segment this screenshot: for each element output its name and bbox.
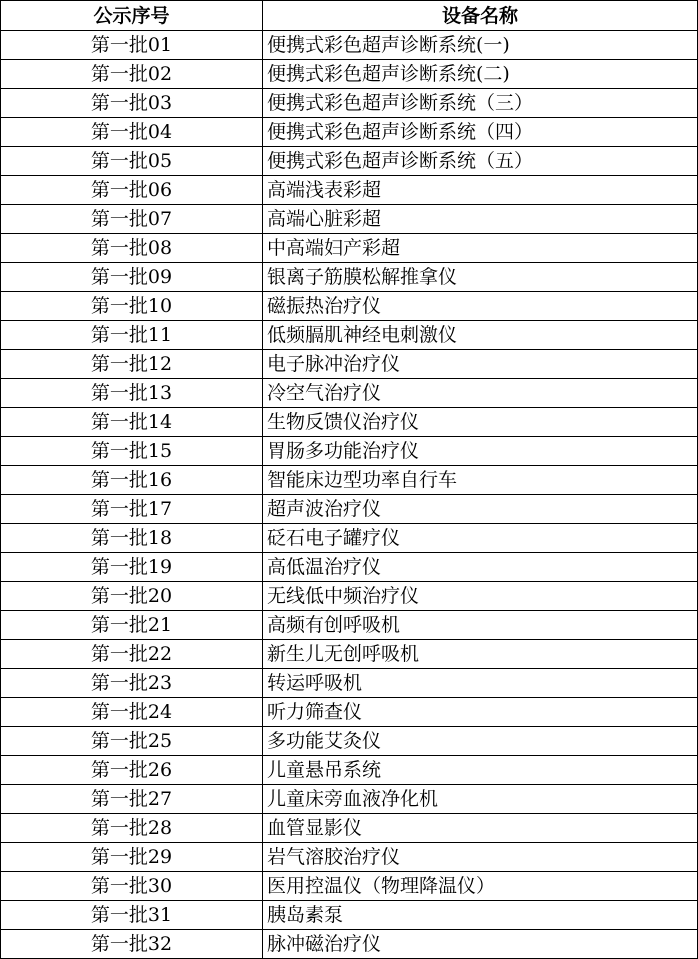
table-row <box>1 756 698 785</box>
name-cell: 胃肠多功能治疗仪 <box>263 437 698 466</box>
table-row <box>1 669 698 698</box>
table-row <box>1 698 698 727</box>
table-row <box>1 843 698 872</box>
table-row <box>1 350 698 379</box>
seq-cell: 第一批10 <box>1 292 263 321</box>
name-cell: 砭石电子罐疗仪 <box>263 524 698 553</box>
seq-cell: 第一批12 <box>1 350 263 379</box>
name-cell: 岩气溶胶治疗仪 <box>263 843 698 872</box>
seq-cell: 第一批13 <box>1 379 263 408</box>
table-row <box>1 611 698 640</box>
name-cell: 多功能艾灸仪 <box>263 727 698 756</box>
header-seq: 公示序号 <box>1 1 263 31</box>
seq-cell: 第一批04 <box>1 118 263 147</box>
name-cell: 冷空气治疗仪 <box>263 379 698 408</box>
table-row <box>1 118 698 147</box>
seq-cell: 第一批21 <box>1 611 263 640</box>
name-cell: 电子脉冲治疗仪 <box>263 350 698 379</box>
seq-cell: 第一批22 <box>1 640 263 669</box>
seq-cell: 第一批11 <box>1 321 263 350</box>
header-name: 设备名称 <box>263 1 698 31</box>
table-row <box>1 727 698 756</box>
name-cell: 胰岛素泵 <box>263 901 698 930</box>
seq-cell: 第一批28 <box>1 814 263 843</box>
name-cell: 儿童床旁血液净化机 <box>263 785 698 814</box>
seq-cell: 第一批14 <box>1 408 263 437</box>
table-row <box>1 901 698 930</box>
name-cell: 高频有创呼吸机 <box>263 611 698 640</box>
name-cell: 无线低中频治疗仪 <box>263 582 698 611</box>
name-cell: 转运呼吸机 <box>263 669 698 698</box>
name-cell: 便携式彩色超声诊断系统（五） <box>263 147 698 176</box>
table-row <box>1 205 698 234</box>
table-row <box>1 176 698 205</box>
seq-cell: 第一批24 <box>1 698 263 727</box>
seq-cell: 第一批16 <box>1 466 263 495</box>
seq-cell: 第一批01 <box>1 31 263 60</box>
seq-cell: 第一批09 <box>1 263 263 292</box>
name-cell: 生物反馈仪治疗仪 <box>263 408 698 437</box>
table-row <box>1 60 698 89</box>
name-cell: 高端心脏彩超 <box>263 205 698 234</box>
name-cell: 磁振热治疗仪 <box>263 292 698 321</box>
seq-cell: 第一批05 <box>1 147 263 176</box>
table-row <box>1 872 698 901</box>
table-row <box>1 408 698 437</box>
seq-cell: 第一批08 <box>1 234 263 263</box>
table-row <box>1 292 698 321</box>
table-row <box>1 147 698 176</box>
name-cell: 便携式彩色超声诊断系统（四） <box>263 118 698 147</box>
seq-cell: 第一批17 <box>1 495 263 524</box>
name-cell: 便携式彩色超声诊断系统(二) <box>263 60 698 89</box>
seq-cell: 第一批31 <box>1 901 263 930</box>
table-row <box>1 437 698 466</box>
seq-cell: 第一批27 <box>1 785 263 814</box>
name-cell: 儿童悬吊系统 <box>263 756 698 785</box>
seq-cell: 第一批07 <box>1 205 263 234</box>
header-row <box>1 1 698 31</box>
name-cell: 血管显影仪 <box>263 814 698 843</box>
table-row <box>1 379 698 408</box>
seq-cell: 第一批03 <box>1 89 263 118</box>
table-row <box>1 814 698 843</box>
table-row <box>1 234 698 263</box>
table-row <box>1 640 698 669</box>
name-cell: 高低温治疗仪 <box>263 553 698 582</box>
name-cell: 高端浅表彩超 <box>263 176 698 205</box>
table-row <box>1 263 698 292</box>
seq-cell: 第一批29 <box>1 843 263 872</box>
table-row <box>1 524 698 553</box>
seq-cell: 第一批15 <box>1 437 263 466</box>
table-row <box>1 495 698 524</box>
name-cell: 便携式彩色超声诊断系统（三） <box>263 89 698 118</box>
seq-cell: 第一批32 <box>1 930 263 959</box>
table-row <box>1 321 698 350</box>
seq-cell: 第一批19 <box>1 553 263 582</box>
table-row <box>1 785 698 814</box>
seq-cell: 第一批23 <box>1 669 263 698</box>
seq-cell: 第一批25 <box>1 727 263 756</box>
name-cell: 超声波治疗仪 <box>263 495 698 524</box>
table-row <box>1 553 698 582</box>
name-cell: 新生儿无创呼吸机 <box>263 640 698 669</box>
table-row <box>1 466 698 495</box>
table-row <box>1 89 698 118</box>
name-cell: 智能床边型功率自行车 <box>263 466 698 495</box>
table-row <box>1 582 698 611</box>
seq-cell: 第一批06 <box>1 176 263 205</box>
name-cell: 中高端妇产彩超 <box>263 234 698 263</box>
seq-cell: 第一批26 <box>1 756 263 785</box>
table-row <box>1 31 698 60</box>
seq-cell: 第一批02 <box>1 60 263 89</box>
name-cell: 便携式彩色超声诊断系统(一) <box>263 31 698 60</box>
name-cell: 脉冲磁治疗仪 <box>263 930 698 959</box>
seq-cell: 第一批20 <box>1 582 263 611</box>
name-cell: 听力筛查仪 <box>263 698 698 727</box>
seq-cell: 第一批18 <box>1 524 263 553</box>
name-cell: 医用控温仪（物理降温仪） <box>263 872 698 901</box>
name-cell: 低频膈肌神经电刺激仪 <box>263 321 698 350</box>
table-row <box>1 930 698 959</box>
name-cell: 银离子筋膜松解推拿仪 <box>263 263 698 292</box>
seq-cell: 第一批30 <box>1 872 263 901</box>
